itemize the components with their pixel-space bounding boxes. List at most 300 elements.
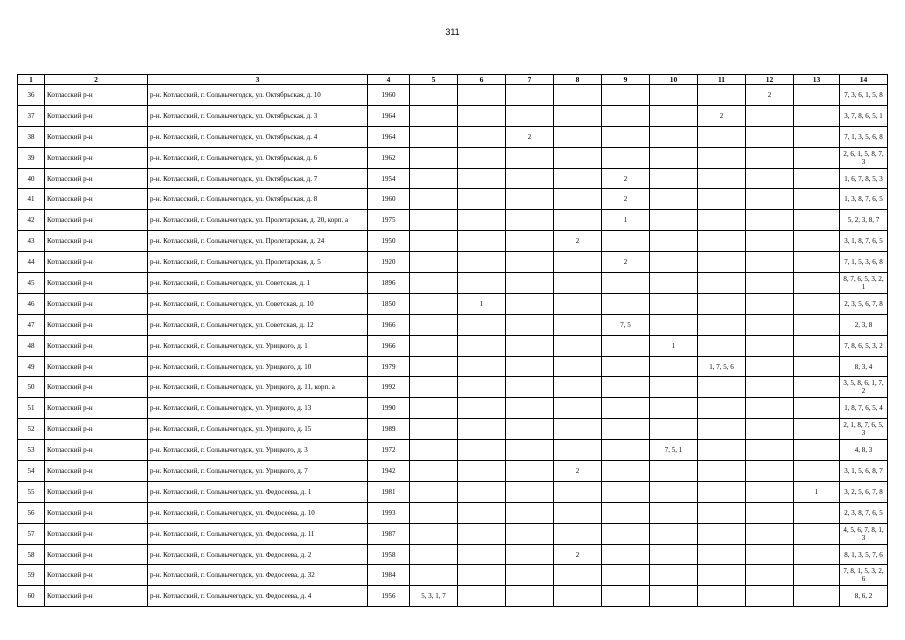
col13-cell: [794, 356, 840, 377]
col8-cell: [554, 335, 602, 356]
col7-cell: [506, 565, 554, 586]
col14-cell: 8, 1, 3, 5, 7, 6: [840, 544, 888, 565]
column-header: 11: [698, 75, 746, 85]
col9-cell: [602, 586, 650, 607]
col14-cell: 8, 7, 6, 5, 3, 2, 1: [840, 273, 888, 294]
col10-cell: 1: [650, 335, 698, 356]
col9-cell: 1: [602, 210, 650, 231]
column-header: 10: [650, 75, 698, 85]
district-cell: Котласский р-н: [45, 440, 148, 461]
col5-cell: [410, 502, 458, 523]
col5-cell: [410, 210, 458, 231]
district-cell: Котласский р-н: [45, 544, 148, 565]
district-cell: Котласский р-н: [45, 419, 148, 440]
col14-cell: 1, 3, 8, 7, 6, 5: [840, 189, 888, 210]
address-cell: р-н. Котласский, г. Сольвычегодск, ул. Пролетарская, д. 24: [148, 231, 368, 252]
col7-cell: [506, 335, 554, 356]
column-header: 5: [410, 75, 458, 85]
col11-cell: [698, 523, 746, 544]
row-number: 52: [18, 419, 45, 440]
col5-cell: [410, 273, 458, 294]
row-number: 50: [18, 377, 45, 398]
col12-cell: [746, 544, 794, 565]
address-cell: р-н. Котласский, г. Сольвычегодск, ул. Федосеева, д. 2: [148, 544, 368, 565]
col5-cell: [410, 168, 458, 189]
table-row: [18, 565, 888, 586]
col8-cell: [554, 126, 602, 147]
address-cell: р-н. Котласский, г. Сольвычегодск, ул. Урицкого, д. 7: [148, 461, 368, 482]
col8-cell: [554, 210, 602, 231]
col13-cell: [794, 189, 840, 210]
col8-cell: [554, 377, 602, 398]
address-cell: р-н. Котласский, г. Сольвычегодск, ул. Урицкого, д. 11, корп. а: [148, 377, 368, 398]
col14-cell: 7, 1, 5, 3, 6, 8: [840, 252, 888, 273]
row-number: 39: [18, 147, 45, 168]
col5-cell: [410, 398, 458, 419]
col5-cell: [410, 231, 458, 252]
col13-cell: [794, 586, 840, 607]
col8-cell: [554, 586, 602, 607]
col10-cell: [650, 586, 698, 607]
year-cell: 1979: [368, 356, 410, 377]
col8-cell: [554, 419, 602, 440]
col5-cell: [410, 377, 458, 398]
col14-cell: 7, 3, 6, 1, 5, 8: [840, 85, 888, 106]
col11-cell: [698, 398, 746, 419]
col14-cell: 8, 3, 4: [840, 356, 888, 377]
col14-cell: 1, 8, 7, 6, 5, 4: [840, 398, 888, 419]
col9-cell: [602, 461, 650, 482]
col6-cell: [458, 126, 506, 147]
col8-cell: [554, 105, 602, 126]
col7-cell: [506, 293, 554, 314]
district-cell: Котласский р-н: [45, 189, 148, 210]
col6-cell: [458, 85, 506, 106]
col13-cell: [794, 147, 840, 168]
col11-cell: [698, 335, 746, 356]
col12-cell: [746, 461, 794, 482]
district-cell: Котласский р-н: [45, 147, 148, 168]
table-row: [18, 210, 888, 231]
col14-cell: 2, 3, 8: [840, 314, 888, 335]
col6-cell: [458, 356, 506, 377]
col9-cell: [602, 126, 650, 147]
col10-cell: [650, 314, 698, 335]
col10-cell: [650, 481, 698, 502]
col8-cell: [554, 398, 602, 419]
col8-cell: [554, 293, 602, 314]
year-cell: 1989: [368, 419, 410, 440]
col14-cell: 3, 1, 5, 6, 8, 7: [840, 461, 888, 482]
col10-cell: [650, 231, 698, 252]
col7-cell: [506, 377, 554, 398]
col11-cell: [698, 126, 746, 147]
row-number: 46: [18, 293, 45, 314]
col12-cell: [746, 356, 794, 377]
address-cell: р-н. Котласский, г. Сольвычегодск, ул. Урицкого, д. 15: [148, 419, 368, 440]
col8-cell: [554, 189, 602, 210]
col14-cell: 5, 2, 3, 8, 7: [840, 210, 888, 231]
col12-cell: [746, 419, 794, 440]
col8-cell: [554, 273, 602, 294]
year-cell: 1966: [368, 335, 410, 356]
district-cell: Котласский р-н: [45, 481, 148, 502]
district-cell: Котласский р-н: [45, 461, 148, 482]
col7-cell: [506, 210, 554, 231]
col13-cell: [794, 210, 840, 231]
col5-cell: [410, 293, 458, 314]
col10-cell: [650, 544, 698, 565]
col10-cell: [650, 210, 698, 231]
col6-cell: [458, 231, 506, 252]
col7-cell: [506, 85, 554, 106]
table-row: [18, 168, 888, 189]
col6-cell: [458, 252, 506, 273]
address-cell: р-н. Котласский, г. Сольвычегодск, ул. Советская, д. 12: [148, 314, 368, 335]
year-cell: 1962: [368, 147, 410, 168]
col6-cell: [458, 168, 506, 189]
year-cell: 1993: [368, 502, 410, 523]
row-number: 41: [18, 189, 45, 210]
table-row: [18, 440, 888, 461]
column-header: 9: [602, 75, 650, 85]
col11-cell: [698, 440, 746, 461]
col12-cell: [746, 210, 794, 231]
col11-cell: [698, 565, 746, 586]
column-header: 3: [148, 75, 368, 85]
table-row: [18, 189, 888, 210]
col11-cell: [698, 210, 746, 231]
table-row: [18, 293, 888, 314]
district-cell: Котласский р-н: [45, 565, 148, 586]
column-header: 12: [746, 75, 794, 85]
col14-cell: 2, 1, 8, 7, 6, 5, 3: [840, 419, 888, 440]
col13-cell: [794, 419, 840, 440]
col6-cell: [458, 147, 506, 168]
col7-cell: [506, 523, 554, 544]
row-number: 56: [18, 502, 45, 523]
col13-cell: [794, 398, 840, 419]
year-cell: 1975: [368, 210, 410, 231]
col5-cell: [410, 565, 458, 586]
district-cell: Котласский р-н: [45, 335, 148, 356]
col13-cell: [794, 293, 840, 314]
col7-cell: [506, 252, 554, 273]
col13-cell: [794, 377, 840, 398]
year-cell: 1966: [368, 314, 410, 335]
address-cell: р-н. Котласский, г. Сольвычегодск, ул. Октябрьская, д. 4: [148, 126, 368, 147]
col5-cell: [410, 252, 458, 273]
col6-cell: [458, 461, 506, 482]
col12-cell: [746, 126, 794, 147]
col12-cell: 2: [746, 85, 794, 106]
col9-cell: 2: [602, 252, 650, 273]
col9-cell: [602, 440, 650, 461]
col10-cell: [650, 126, 698, 147]
page-number: 311: [445, 27, 460, 37]
col13-cell: [794, 440, 840, 461]
col6-cell: [458, 565, 506, 586]
col10-cell: [650, 502, 698, 523]
col6-cell: [458, 586, 506, 607]
col8-cell: [554, 565, 602, 586]
col8-cell: [554, 481, 602, 502]
col11-cell: [698, 481, 746, 502]
col14-cell: 3, 5, 8, 6, 1, 7, 2: [840, 377, 888, 398]
row-number: 40: [18, 168, 45, 189]
column-header: 13: [794, 75, 840, 85]
col5-cell: [410, 523, 458, 544]
table-row: [18, 273, 888, 294]
col10-cell: [650, 461, 698, 482]
col11-cell: [698, 231, 746, 252]
table-row: [18, 335, 888, 356]
row-number: 60: [18, 586, 45, 607]
col6-cell: [458, 481, 506, 502]
col8-cell: [554, 502, 602, 523]
row-number: 57: [18, 523, 45, 544]
col10-cell: [650, 377, 698, 398]
col7-cell: [506, 461, 554, 482]
district-cell: Котласский р-н: [45, 586, 148, 607]
col6-cell: [458, 398, 506, 419]
column-header: 8: [554, 75, 602, 85]
address-cell: р-н. Котласский, г. Сольвычегодск, ул. Октябрьская, д. 7: [148, 168, 368, 189]
district-cell: Котласский р-н: [45, 523, 148, 544]
col12-cell: [746, 502, 794, 523]
address-cell: р-н. Котласский, г. Сольвычегодск, ул. Октябрьская, д. 6: [148, 147, 368, 168]
district-cell: Котласский р-н: [45, 210, 148, 231]
data-table: [17, 74, 888, 607]
col13-cell: [794, 273, 840, 294]
col11-cell: [698, 502, 746, 523]
address-cell: р-н. Котласский, г. Сольвычегодск, ул. Советская, д. 1: [148, 273, 368, 294]
col8-cell: [554, 356, 602, 377]
year-cell: 1954: [368, 168, 410, 189]
col6-cell: [458, 502, 506, 523]
col9-cell: [602, 147, 650, 168]
col6-cell: [458, 273, 506, 294]
col10-cell: [650, 189, 698, 210]
col7-cell: [506, 481, 554, 502]
col13-cell: [794, 461, 840, 482]
table-row: [18, 356, 888, 377]
address-cell: р-н. Котласский, г. Сольвычегодск, ул. Октябрьская, д. 10: [148, 85, 368, 106]
col8-cell: [554, 168, 602, 189]
col11-cell: [698, 273, 746, 294]
col13-cell: [794, 105, 840, 126]
col12-cell: [746, 523, 794, 544]
address-cell: р-н. Котласский, г. Сольвычегодск, ул. Октябрьская, д. 8: [148, 189, 368, 210]
table-row: [18, 481, 888, 502]
col7-cell: [506, 440, 554, 461]
col9-cell: [602, 544, 650, 565]
col14-cell: 1, 6, 7, 8, 5, 3: [840, 168, 888, 189]
col9-cell: [602, 398, 650, 419]
col14-cell: 7, 1, 3, 5, 6, 8: [840, 126, 888, 147]
col13-cell: [794, 85, 840, 106]
col5-cell: [410, 85, 458, 106]
year-cell: 1850: [368, 293, 410, 314]
column-header: 6: [458, 75, 506, 85]
col13-cell: [794, 544, 840, 565]
table-row: [18, 523, 888, 544]
address-cell: р-н. Котласский, г. Сольвычегодск, ул. Урицкого, д. 1: [148, 335, 368, 356]
col5-cell: [410, 544, 458, 565]
table-row: [18, 314, 888, 335]
col14-cell: 4, 5, 6, 7, 8, 1, 3: [840, 523, 888, 544]
row-number: 49: [18, 356, 45, 377]
column-header: 2: [45, 75, 148, 85]
col7-cell: [506, 502, 554, 523]
col5-cell: [410, 147, 458, 168]
col7-cell: [506, 231, 554, 252]
col10-cell: [650, 168, 698, 189]
col10-cell: [650, 419, 698, 440]
col13-cell: [794, 565, 840, 586]
address-cell: р-н. Котласский, г. Сольвычегодск, ул. Урицкого, д. 3: [148, 440, 368, 461]
col9-cell: 2: [602, 168, 650, 189]
col7-cell: [506, 419, 554, 440]
address-cell: р-н. Котласский, г. Сольвычегодск, ул. Федосеева, д. 32: [148, 565, 368, 586]
row-number: 55: [18, 481, 45, 502]
col13-cell: [794, 168, 840, 189]
row-number: 47: [18, 314, 45, 335]
col5-cell: [410, 335, 458, 356]
col10-cell: [650, 293, 698, 314]
col11-cell: [698, 314, 746, 335]
district-cell: Котласский р-н: [45, 293, 148, 314]
table-row: [18, 502, 888, 523]
col13-cell: [794, 314, 840, 335]
year-cell: 1896: [368, 273, 410, 294]
col9-cell: [602, 293, 650, 314]
district-cell: Котласский р-н: [45, 252, 148, 273]
district-cell: Котласский р-н: [45, 168, 148, 189]
col11-cell: [698, 252, 746, 273]
col11-cell: [698, 586, 746, 607]
row-number: 59: [18, 565, 45, 586]
col6-cell: [458, 544, 506, 565]
col8-cell: [554, 252, 602, 273]
row-number: 43: [18, 231, 45, 252]
col12-cell: [746, 147, 794, 168]
col10-cell: [650, 565, 698, 586]
year-cell: 1981: [368, 481, 410, 502]
year-cell: 1984: [368, 565, 410, 586]
col12-cell: [746, 481, 794, 502]
col11-cell: [698, 544, 746, 565]
col14-cell: 8, 6, 2: [840, 586, 888, 607]
col13-cell: [794, 252, 840, 273]
address-cell: р-н. Котласский, г. Сольвычегодск, ул. Урицкого, д. 13: [148, 398, 368, 419]
address-cell: р-н. Котласский, г. Сольвычегодск, ул. Федосеева, д. 4: [148, 586, 368, 607]
col11-cell: [698, 377, 746, 398]
col10-cell: 7, 5, 1: [650, 440, 698, 461]
table-row: [18, 544, 888, 565]
col6-cell: [458, 440, 506, 461]
col12-cell: [746, 189, 794, 210]
col12-cell: [746, 168, 794, 189]
col6-cell: [458, 419, 506, 440]
col9-cell: [602, 85, 650, 106]
col9-cell: [602, 565, 650, 586]
col12-cell: [746, 377, 794, 398]
col9-cell: [602, 231, 650, 252]
col5-cell: [410, 314, 458, 335]
col14-cell: 7, 8, 1, 5, 3, 2, 6: [840, 565, 888, 586]
table-body: [18, 85, 888, 607]
address-cell: р-н. Котласский, г. Сольвычегодск, ул. Федосеева, д. 10: [148, 502, 368, 523]
col12-cell: [746, 273, 794, 294]
address-cell: р-н. Котласский, г. Сольвычегодск, ул. Октябрьская, д. 3: [148, 105, 368, 126]
col6-cell: [458, 335, 506, 356]
col13-cell: [794, 502, 840, 523]
col11-cell: [698, 168, 746, 189]
col8-cell: 2: [554, 544, 602, 565]
col14-cell: 4, 8, 3: [840, 440, 888, 461]
year-cell: 1958: [368, 544, 410, 565]
col13-cell: [794, 523, 840, 544]
address-cell: р-н. Котласский, г. Сольвычегодск, ул. Федосеева, д. 1: [148, 481, 368, 502]
row-number: 48: [18, 335, 45, 356]
col9-cell: [602, 502, 650, 523]
col5-cell: 5, 3, 1, 7: [410, 586, 458, 607]
col11-cell: 1, 7, 5, 6: [698, 356, 746, 377]
col11-cell: [698, 461, 746, 482]
district-cell: Котласский р-н: [45, 398, 148, 419]
col6-cell: [458, 377, 506, 398]
district-cell: Котласский р-н: [45, 231, 148, 252]
col13-cell: [794, 335, 840, 356]
col5-cell: [410, 356, 458, 377]
col11-cell: [698, 419, 746, 440]
table-row: [18, 126, 888, 147]
col11-cell: [698, 189, 746, 210]
col11-cell: 2: [698, 105, 746, 126]
col8-cell: [554, 523, 602, 544]
col11-cell: [698, 147, 746, 168]
col12-cell: [746, 586, 794, 607]
col12-cell: [746, 335, 794, 356]
col9-cell: [602, 481, 650, 502]
col10-cell: [650, 105, 698, 126]
col7-cell: [506, 168, 554, 189]
district-cell: Котласский р-н: [45, 105, 148, 126]
row-number: 45: [18, 273, 45, 294]
col6-cell: [458, 523, 506, 544]
table-row: [18, 105, 888, 126]
table-row: [18, 252, 888, 273]
col8-cell: [554, 85, 602, 106]
col10-cell: [650, 147, 698, 168]
header-row: [18, 75, 888, 85]
col14-cell: 3, 1, 8, 7, 6, 5: [840, 231, 888, 252]
year-cell: 1972: [368, 440, 410, 461]
row-number: 38: [18, 126, 45, 147]
col9-cell: [602, 419, 650, 440]
col7-cell: [506, 544, 554, 565]
col10-cell: [650, 252, 698, 273]
address-cell: р-н. Котласский, г. Сольвычегодск, ул. Урицкого, д. 10: [148, 356, 368, 377]
address-cell: р-н. Котласский, г. Сольвычегодск, ул. Советская, д. 10: [148, 293, 368, 314]
col6-cell: [458, 210, 506, 231]
district-cell: Котласский р-н: [45, 502, 148, 523]
col12-cell: [746, 565, 794, 586]
district-cell: Котласский р-н: [45, 314, 148, 335]
row-number: 51: [18, 398, 45, 419]
year-cell: 1990: [368, 398, 410, 419]
